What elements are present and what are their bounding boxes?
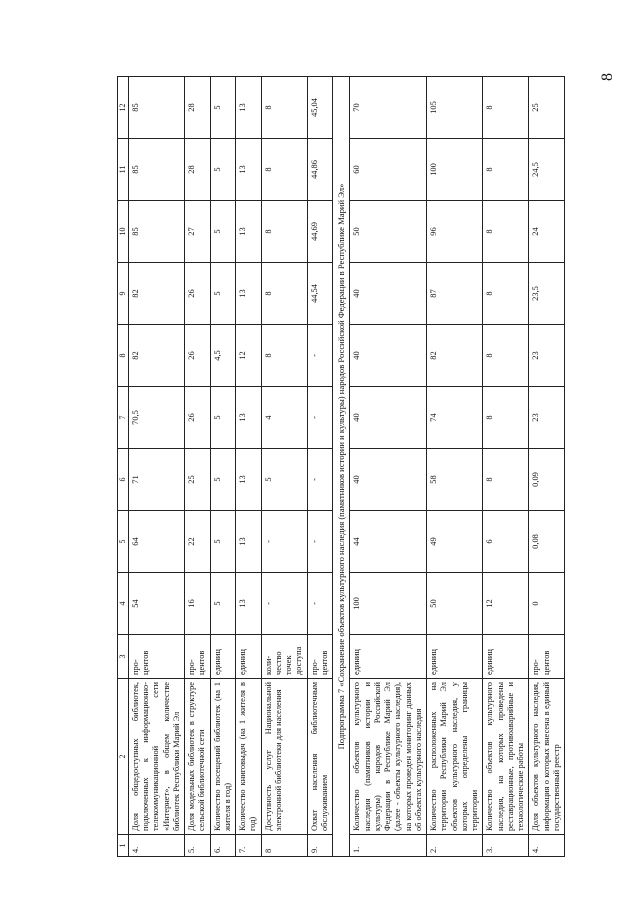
value-cell-col-9: 44,54	[307, 263, 333, 325]
value-cell-col-8: 82	[427, 325, 483, 387]
value-cell-col-8: -	[307, 325, 333, 387]
value-cell-col-8: 8	[261, 325, 307, 387]
value-cell-col-12: 25	[529, 77, 565, 139]
value-cell-col-9: 8	[483, 263, 529, 325]
value-cell-col-10: 8	[261, 201, 307, 263]
value-cell-col-8: 8	[483, 325, 529, 387]
column-header-9: 9	[118, 263, 129, 325]
value-cell-col-8: 12	[236, 325, 262, 387]
value-cell-col-6: 8	[483, 449, 529, 511]
value-cell-col-6: 0,09	[529, 449, 565, 511]
subprogram-heading-row	[333, 77, 350, 857]
value-cell-col-4: 13	[236, 573, 262, 635]
value-cell-col-4: 0	[529, 573, 565, 635]
unit-cell: единиц	[236, 635, 262, 679]
value-cell-col-9: 40	[350, 263, 427, 325]
value-cell-col-5: 49	[427, 511, 483, 573]
value-cell-col-5: 22	[185, 511, 211, 573]
value-cell-col-11: 100	[427, 139, 483, 201]
indicator-name-cell: Количество объектов культурного наследия (памятников истории и культуры) народов Российской Федерации в Республике Марий Эл (далее - объекты культурного наследия), на которых проведен мониторинг данных об объектах культурного наследия	[350, 679, 427, 835]
column-header-7: 7	[118, 387, 129, 449]
column-header-1: 1	[118, 835, 129, 857]
table-row	[307, 77, 333, 857]
column-header-10: 10	[118, 201, 129, 263]
column-header-4: 4	[118, 573, 129, 635]
value-cell-col-10: 24	[529, 201, 565, 263]
value-cell-col-6: 58	[427, 449, 483, 511]
unit-cell: про-центов	[185, 635, 211, 679]
page-number: 8	[599, 73, 616, 81]
value-cell-col-7: 13	[236, 387, 262, 449]
indicator-name-cell: Доля объектов культурного наследия, информация о которых внесена в единый государственный реестр	[529, 679, 565, 835]
value-cell-col-11: 60	[350, 139, 427, 201]
value-cell-col-10: 96	[427, 201, 483, 263]
indicator-name-cell: Доля общедоступных библиотек, подключенных к информационно-телекоммуникационной сети «Интернет», в общем количестве библиотек Республики Марий Эл	[128, 679, 184, 835]
table-row	[529, 77, 565, 857]
value-cell-col-5: -	[261, 511, 307, 573]
row-number-cell: 4.	[529, 835, 565, 857]
table-row	[350, 77, 427, 857]
value-cell-col-9: 82	[128, 263, 184, 325]
value-cell-col-8: 82	[128, 325, 184, 387]
table-row	[236, 77, 262, 857]
value-cell-col-5: -	[307, 511, 333, 573]
value-cell-col-9: 5	[210, 263, 236, 325]
column-header-12: 12	[118, 77, 129, 139]
value-cell-col-4: 50	[427, 573, 483, 635]
unit-cell: про-центов	[307, 635, 333, 679]
value-cell-col-6: 40	[350, 449, 427, 511]
value-cell-col-12: 5	[210, 77, 236, 139]
value-cell-col-8: 40	[350, 325, 427, 387]
value-cell-col-6: 13	[236, 449, 262, 511]
indicator-name-cell: Количество книговыдач (на 1 жителя в год)	[236, 679, 262, 835]
value-cell-col-11: 5	[210, 139, 236, 201]
table-row	[210, 77, 236, 857]
row-number-cell: 2.	[427, 835, 483, 857]
value-cell-col-10: 27	[185, 201, 211, 263]
value-cell-col-9: 13	[236, 263, 262, 325]
value-cell-col-4: 16	[185, 573, 211, 635]
row-number-cell: 1.	[350, 835, 427, 857]
value-cell-col-10: 85	[128, 201, 184, 263]
unit-cell: про-центов	[128, 635, 184, 679]
value-cell-col-6: 71	[128, 449, 184, 511]
indicators-table	[117, 76, 565, 857]
value-cell-col-5: 0,08	[529, 511, 565, 573]
table-row	[427, 77, 483, 857]
value-cell-col-12: 105	[427, 77, 483, 139]
value-cell-col-5: 13	[236, 511, 262, 573]
value-cell-col-11: 8	[261, 139, 307, 201]
value-cell-col-5: 5	[210, 511, 236, 573]
value-cell-col-11: 28	[185, 139, 211, 201]
row-number-cell: 8	[261, 835, 307, 857]
value-cell-col-7: 26	[185, 387, 211, 449]
value-cell-col-7: 23	[529, 387, 565, 449]
unit-cell: единиц	[427, 635, 483, 679]
value-cell-col-7: 40	[350, 387, 427, 449]
value-cell-col-11: 85	[128, 139, 184, 201]
value-cell-col-6: 25	[185, 449, 211, 511]
value-cell-col-4: 12	[483, 573, 529, 635]
table-row	[483, 77, 529, 857]
column-header-3: 3	[118, 635, 129, 679]
unit-cell: про-центов	[529, 635, 565, 679]
unit-cell: единиц	[483, 635, 529, 679]
indicator-name-cell: Количество расположенных на территории Республики Марий Эл объектов культурного наследия, у которых определены границы территории	[427, 679, 483, 835]
column-header-5: 5	[118, 511, 129, 573]
value-cell-col-9: 8	[261, 263, 307, 325]
value-cell-col-6: 5	[210, 449, 236, 511]
indicator-name-cell: Количество посещений библиотек (на 1 жителя в год)	[210, 679, 236, 835]
value-cell-col-8: 23	[529, 325, 565, 387]
row-number-cell: 3.	[483, 835, 529, 857]
value-cell-col-4: 100	[350, 573, 427, 635]
value-cell-col-10: 50	[350, 201, 427, 263]
value-cell-col-9: 87	[427, 263, 483, 325]
row-number-cell: 5.	[185, 835, 211, 857]
indicator-name-cell: Охват населения библиотечным обслуживанием	[307, 679, 333, 835]
table-row	[185, 77, 211, 857]
row-number-cell: 7.	[236, 835, 262, 857]
value-cell-col-7: 74	[427, 387, 483, 449]
value-cell-col-12: 8	[261, 77, 307, 139]
subprogram-heading: Подпрограмма 7 «Сохранение объектов культурного наследия (памятников истории и культуры) народов Российской Федерации в Республике Марий Эл»	[333, 77, 350, 857]
row-number-cell: 4.	[128, 835, 184, 857]
value-cell-col-5: 44	[350, 511, 427, 573]
value-cell-col-7: 70,5	[128, 387, 184, 449]
value-cell-col-4: -	[307, 573, 333, 635]
value-cell-col-7: -	[307, 387, 333, 449]
value-cell-col-12: 13	[236, 77, 262, 139]
value-cell-col-7: 4	[261, 387, 307, 449]
value-cell-col-11: 8	[483, 139, 529, 201]
value-cell-col-5: 6	[483, 511, 529, 573]
value-cell-col-12: 28	[185, 77, 211, 139]
value-cell-col-12: 85	[128, 77, 184, 139]
value-cell-col-4: -	[261, 573, 307, 635]
value-cell-col-9: 26	[185, 263, 211, 325]
value-cell-col-5: 64	[128, 511, 184, 573]
indicator-name-cell: Доступность услуг Национальной электронной библиотеки для населения	[261, 679, 307, 835]
value-cell-col-4: 5	[210, 573, 236, 635]
indicator-name-cell: Доля модельных библиотек в структуре сельской библиотечной сети	[185, 679, 211, 835]
value-cell-col-12: 45,04	[307, 77, 333, 139]
value-cell-col-6: 5	[261, 449, 307, 511]
value-cell-col-8: 26	[185, 325, 211, 387]
unit-cell: единиц	[210, 635, 236, 679]
row-number-cell: 9.	[307, 835, 333, 857]
column-header-11: 11	[118, 139, 129, 201]
value-cell-col-7: 5	[210, 387, 236, 449]
value-cell-col-11: 44,86	[307, 139, 333, 201]
value-cell-col-11: 13	[236, 139, 262, 201]
table-row	[261, 77, 307, 857]
value-cell-col-10: 8	[483, 201, 529, 263]
rotated-table-container	[117, 77, 634, 857]
value-cell-col-10: 5	[210, 201, 236, 263]
value-cell-col-10: 13	[236, 201, 262, 263]
column-header-8: 8	[118, 325, 129, 387]
value-cell-col-10: 44,69	[307, 201, 333, 263]
value-cell-col-12: 70	[350, 77, 427, 139]
value-cell-col-9: 23,5	[529, 263, 565, 325]
value-cell-col-12: 8	[483, 77, 529, 139]
value-cell-col-8: 4,5	[210, 325, 236, 387]
value-cell-col-6: -	[307, 449, 333, 511]
unit-cell: единиц	[350, 635, 427, 679]
value-cell-col-11: 24,5	[529, 139, 565, 201]
value-cell-col-7: 8	[483, 387, 529, 449]
table-header-row	[118, 77, 129, 857]
unit-cell: коли-чество точек доступа	[261, 635, 307, 679]
row-number-cell: 6.	[210, 835, 236, 857]
value-cell-col-4: 54	[128, 573, 184, 635]
column-header-6: 6	[118, 449, 129, 511]
indicator-name-cell: Количество объектов культурного наследия, на которых проведены реставрационные, противоаварийные и технологические работы	[483, 679, 529, 835]
table-row	[128, 77, 184, 857]
column-header-2: 2	[118, 679, 129, 835]
